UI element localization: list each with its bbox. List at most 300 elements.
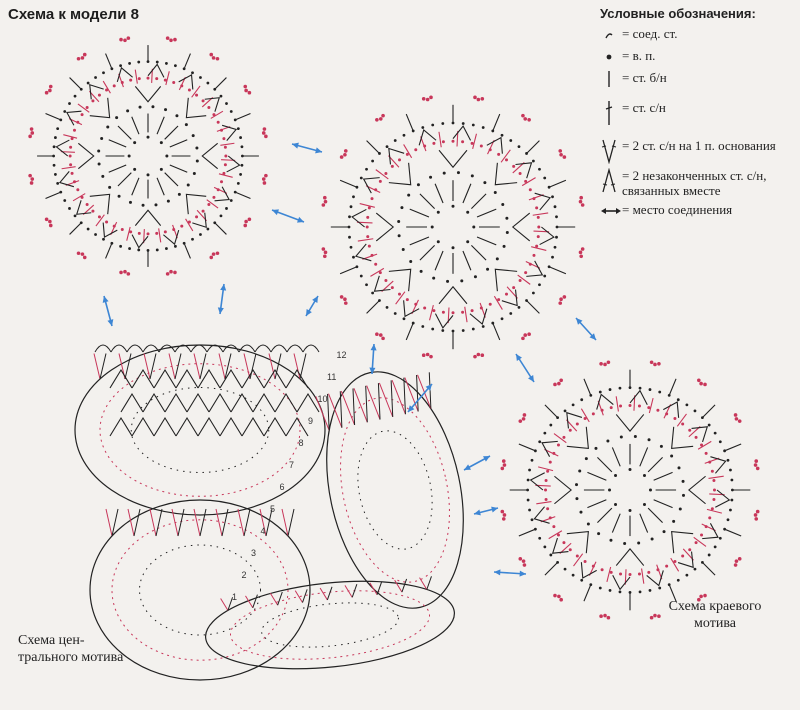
picot <box>523 563 527 567</box>
chain-stitch <box>694 409 697 412</box>
chain-stitch <box>431 124 434 127</box>
chain-stitch <box>608 489 611 492</box>
stitch <box>640 447 648 466</box>
chain-stitch <box>471 174 474 177</box>
picot <box>754 459 758 463</box>
stitch <box>221 598 228 611</box>
chain-stitch <box>512 165 515 168</box>
arrow-head <box>520 571 526 577</box>
chain-stitch <box>656 409 659 412</box>
chain-stitch <box>94 233 97 236</box>
chain-stitch <box>482 126 485 129</box>
picot <box>603 363 607 367</box>
chain-stitch <box>108 186 111 189</box>
chain-stitch <box>489 303 492 306</box>
chain-stitch <box>63 110 66 113</box>
chain-stitch <box>584 560 587 563</box>
chain-stitch <box>714 432 717 435</box>
chain-stitch <box>575 497 578 500</box>
outer-loop <box>287 345 303 352</box>
stitch-cluster <box>613 575 630 589</box>
stitch <box>109 140 126 147</box>
chain-stitch <box>519 172 522 175</box>
picot <box>553 594 557 598</box>
chain-stitch <box>512 286 515 289</box>
chain-stitch <box>543 545 546 548</box>
chain-stitch <box>386 306 389 309</box>
picot <box>243 85 247 89</box>
legend-item <box>600 26 796 44</box>
chain-stitch <box>494 191 497 194</box>
picot <box>83 53 87 57</box>
chain-stitch <box>695 436 698 439</box>
stitch-cluster <box>439 150 467 167</box>
legend-item <box>600 48 796 66</box>
petal-red-row <box>325 388 466 593</box>
chain-stitch <box>160 168 163 171</box>
chain-stitch <box>222 137 225 140</box>
outer-loop <box>191 345 207 352</box>
picot <box>375 332 379 336</box>
chain-stitch <box>461 311 464 314</box>
stitch <box>597 508 611 522</box>
chain-stitch <box>167 200 170 203</box>
chain-stitch <box>700 533 703 536</box>
picot <box>422 97 426 101</box>
chain-stitch <box>619 405 622 408</box>
picot <box>599 614 603 618</box>
chain-stitch <box>535 245 538 248</box>
chain-stitch <box>147 77 150 80</box>
stitch <box>127 227 130 241</box>
chain-stitch <box>199 76 202 79</box>
chain-stitch <box>461 140 464 143</box>
join-arrow <box>272 209 304 222</box>
legend-label: = соед. ст. <box>622 26 678 41</box>
stitch-cluster <box>531 473 545 490</box>
chain-stitch <box>638 405 641 408</box>
picot <box>119 38 123 42</box>
picot <box>607 616 611 620</box>
picot <box>563 155 567 159</box>
chain-stitch <box>187 183 190 186</box>
chain-stitch <box>384 172 387 175</box>
picot <box>754 463 758 467</box>
stitch <box>150 509 156 536</box>
stitch <box>725 529 742 536</box>
stitch <box>536 502 551 504</box>
row-number: 2 <box>241 570 247 580</box>
picot <box>557 595 561 599</box>
chain-stitch <box>366 216 369 219</box>
picot <box>173 271 177 275</box>
stitch-cluster <box>286 418 308 436</box>
chain-stitch <box>727 518 730 521</box>
picot <box>518 419 522 423</box>
stitch <box>144 354 150 380</box>
chain-stitch <box>350 246 353 249</box>
join-arrow <box>464 456 490 470</box>
stitch <box>170 140 187 147</box>
chain-stitch <box>126 109 129 112</box>
stitch <box>545 405 558 418</box>
picot <box>527 332 531 336</box>
petal-outline <box>201 570 458 680</box>
chain-stitch <box>74 95 77 98</box>
stitch <box>648 457 662 471</box>
picot <box>248 217 252 221</box>
chain-stitch <box>714 545 717 548</box>
chain-stitch <box>509 139 512 142</box>
chain-stitch <box>68 102 71 105</box>
two-dc-together-icon <box>600 168 622 194</box>
chain-stitch <box>206 82 209 85</box>
chain-stitch <box>394 312 397 315</box>
chain-stitch <box>639 591 642 594</box>
stitch-cluster <box>148 64 164 77</box>
chain-stitch <box>460 279 463 282</box>
chain-stitch <box>695 541 698 544</box>
stitch-cluster <box>264 418 286 436</box>
picot <box>381 114 385 118</box>
picot <box>473 96 477 100</box>
picot <box>738 419 742 423</box>
picot <box>30 177 34 181</box>
stitch <box>219 174 233 177</box>
picot <box>169 270 173 274</box>
stitch <box>70 223 82 235</box>
chain-stitch <box>397 220 400 223</box>
stitch-cluster <box>165 394 187 412</box>
chain-stitch <box>551 256 554 259</box>
stitch-cluster <box>352 209 366 227</box>
stitch <box>288 509 294 536</box>
picot <box>212 56 216 60</box>
chain-stitch <box>165 155 168 158</box>
chain-stitch <box>578 469 581 472</box>
chain-stitch <box>91 210 94 213</box>
chain-stitch <box>678 466 681 469</box>
chain-stitch <box>518 145 521 148</box>
chain-stitch <box>554 246 557 249</box>
chain-stitch <box>160 141 163 144</box>
picot <box>697 378 701 382</box>
legend-label: = место соединения <box>622 202 733 217</box>
stitch-cluster <box>90 85 104 100</box>
chain-stitch <box>685 403 688 406</box>
stitch <box>132 178 139 195</box>
stitch <box>351 584 358 597</box>
chain-stitch <box>585 457 588 460</box>
picot <box>324 200 328 204</box>
chain-stitch <box>501 134 504 137</box>
picot <box>738 557 742 561</box>
stitch-cluster <box>110 370 132 388</box>
chain-stitch <box>414 148 417 151</box>
chain-stitch <box>164 230 167 233</box>
chain-stitch <box>191 238 194 241</box>
chain-stitch <box>452 246 455 249</box>
chain-stitch <box>638 572 641 575</box>
stitch <box>106 54 112 69</box>
stitch <box>370 582 377 595</box>
picot <box>579 255 583 259</box>
join-arrow <box>369 344 376 374</box>
chain-stitch <box>360 177 363 180</box>
stitch <box>709 476 724 478</box>
outer-loop <box>127 345 143 352</box>
chain-stitch <box>619 387 622 390</box>
chain-stitch <box>429 176 432 179</box>
legend-label: = 2 незаконченных ст. с/н, связанных вместе <box>622 168 767 198</box>
chain-stitch <box>719 440 722 443</box>
chain-stitch <box>394 139 397 142</box>
stitch <box>612 514 620 533</box>
row-number: 1 <box>232 592 238 602</box>
chain-stitch <box>115 116 118 119</box>
chain-stitch <box>423 306 426 309</box>
stitch-cluster <box>502 290 517 306</box>
stitch-cluster <box>513 213 530 241</box>
stitch <box>648 508 662 522</box>
stitch <box>70 78 82 90</box>
stitch-cluster <box>253 394 275 412</box>
chain-stitch <box>128 155 131 158</box>
chain-stitch <box>87 228 90 231</box>
chain-stitch <box>609 589 612 592</box>
chain-stitch <box>497 153 500 156</box>
stitch <box>166 71 169 85</box>
picot <box>521 337 525 341</box>
chain-stitch <box>398 293 401 296</box>
chain-stitch <box>86 203 89 206</box>
stitch-cluster <box>154 370 176 388</box>
stitch <box>587 500 606 508</box>
chain-stitch <box>519 279 522 282</box>
chain-stitch <box>531 518 534 521</box>
legend-label: = ст. с/н <box>622 100 666 115</box>
chain-stitch <box>545 498 548 501</box>
picot <box>429 96 433 100</box>
chain-stitch <box>538 168 541 171</box>
picot <box>422 353 426 357</box>
picot <box>322 203 326 207</box>
stitch <box>477 209 496 217</box>
chain-stitch <box>348 215 351 218</box>
stitch <box>463 251 471 270</box>
stitch <box>406 323 413 340</box>
stitch <box>410 209 429 217</box>
chain-stitch <box>688 548 691 551</box>
picot <box>77 57 81 61</box>
stitch <box>519 444 536 451</box>
stitch <box>527 301 540 314</box>
stitch <box>135 70 137 84</box>
stitch-cluster <box>205 98 220 112</box>
chain-stitch <box>97 150 100 153</box>
chain-stitch <box>101 175 104 178</box>
two-dc-one-base-icon <box>600 138 622 164</box>
chain-stitch <box>119 245 122 248</box>
petal-chain-row <box>348 424 443 556</box>
petal-outline <box>75 345 325 515</box>
stitch <box>184 243 190 258</box>
stitch <box>156 509 162 536</box>
petal-red-row <box>112 520 288 660</box>
stitch-cluster <box>439 287 467 304</box>
chain-stitch <box>592 412 595 415</box>
picot <box>426 98 430 102</box>
stitch-cluster <box>678 552 693 568</box>
chain-stitch <box>731 479 734 482</box>
chain-stitch <box>398 158 401 161</box>
chain-stitch <box>576 555 579 558</box>
stitch <box>420 194 435 209</box>
picot <box>30 181 34 185</box>
chain-stitch <box>406 298 409 301</box>
stitch <box>170 165 187 172</box>
stitch <box>347 389 360 425</box>
picot <box>263 181 267 185</box>
stitch-cluster <box>77 200 92 214</box>
chain-stitch <box>138 232 141 235</box>
picot <box>558 301 562 305</box>
chain-stitch <box>711 507 714 510</box>
chain-stitch <box>672 520 675 523</box>
picot <box>216 57 220 61</box>
stitch <box>493 114 500 131</box>
chain-stitch <box>572 574 575 577</box>
chain-stitch <box>501 203 504 206</box>
chain-stitch <box>230 110 233 113</box>
chain-stitch <box>371 160 374 163</box>
chain-stitch <box>352 195 355 198</box>
chain-stitch <box>437 211 440 214</box>
stitch-cluster <box>176 418 198 436</box>
stitch <box>527 141 540 154</box>
picot <box>344 301 348 305</box>
chain-stitch <box>442 140 445 143</box>
picot <box>127 272 131 276</box>
picot <box>48 89 52 93</box>
picot <box>735 559 739 563</box>
row-number: 3 <box>251 548 257 558</box>
chain-stitch <box>156 249 159 252</box>
stitch <box>649 398 653 413</box>
picot <box>30 131 34 135</box>
chain-stitch <box>681 422 684 425</box>
chain-stitch <box>506 231 509 234</box>
chain-stitch <box>688 429 691 432</box>
chain-stitch <box>431 226 434 229</box>
picot <box>603 614 607 618</box>
chain-stitch <box>594 447 597 450</box>
chain-stitch <box>195 215 198 218</box>
chain-stitch <box>56 182 59 185</box>
stitch <box>94 354 100 380</box>
picot <box>756 467 760 471</box>
chain-stitch <box>562 436 565 439</box>
picot <box>734 563 738 567</box>
chain-stitch <box>69 155 72 158</box>
stitch <box>63 135 77 138</box>
chain-stitch <box>348 236 351 239</box>
chain-stitch <box>172 81 175 84</box>
petal-red-row <box>100 364 300 497</box>
chain-stitch <box>206 228 209 231</box>
picot <box>559 598 563 602</box>
chain-stitch <box>371 197 374 200</box>
stitch <box>392 379 405 415</box>
chain-stitch <box>118 195 121 198</box>
chain-stitch <box>546 507 549 510</box>
chain-stitch <box>164 108 167 111</box>
chain-stitch <box>421 325 424 328</box>
chain-stitch <box>543 177 546 180</box>
stitch <box>194 509 200 536</box>
central-motif-caption: Схема цен-трального мотива <box>18 633 124 665</box>
legend-item <box>600 100 796 134</box>
chain-stitch <box>391 286 394 289</box>
chain-stitch <box>524 271 527 274</box>
chain-stitch <box>241 145 244 148</box>
stitch <box>215 223 227 235</box>
stitch-cluster <box>227 156 240 172</box>
stitch <box>134 509 140 536</box>
chain-stitch <box>225 102 228 105</box>
stitch <box>235 114 250 120</box>
chain-stitch <box>71 172 74 175</box>
chain-stitch <box>619 591 622 594</box>
stitch <box>184 54 190 69</box>
chain-stitch <box>673 417 676 420</box>
legend-item <box>600 168 796 198</box>
picot <box>49 85 53 89</box>
chain-stitch <box>505 293 508 296</box>
chain-stitch <box>379 180 382 183</box>
picot <box>166 36 170 40</box>
chain-stitch <box>637 542 640 545</box>
picot <box>581 203 585 207</box>
picot <box>481 353 485 357</box>
picot <box>522 417 526 421</box>
stitch-cluster <box>209 394 231 412</box>
picot <box>343 153 347 157</box>
stitch <box>326 587 333 600</box>
chain-stitch <box>619 572 622 575</box>
picot <box>557 382 561 386</box>
stitch-cluster <box>616 414 643 431</box>
chain-stitch <box>472 328 475 331</box>
chain-stitch <box>137 249 140 252</box>
chain-stitch <box>398 234 401 237</box>
chain-stitch-icon <box>600 48 622 66</box>
slip-stitch-icon <box>600 26 622 44</box>
edge-motif <box>501 361 760 620</box>
join-arrow-icon <box>600 202 622 220</box>
picot <box>503 463 507 467</box>
stitch <box>118 173 131 186</box>
picot <box>123 270 127 274</box>
chain-stitch <box>165 247 168 250</box>
chain-stitch <box>651 538 654 541</box>
stitch <box>584 379 591 396</box>
chain-stitch <box>482 325 485 328</box>
chain-stitch <box>452 205 455 208</box>
chain-stitch <box>529 188 532 191</box>
stitch <box>354 387 367 423</box>
join-arrow <box>292 143 322 154</box>
